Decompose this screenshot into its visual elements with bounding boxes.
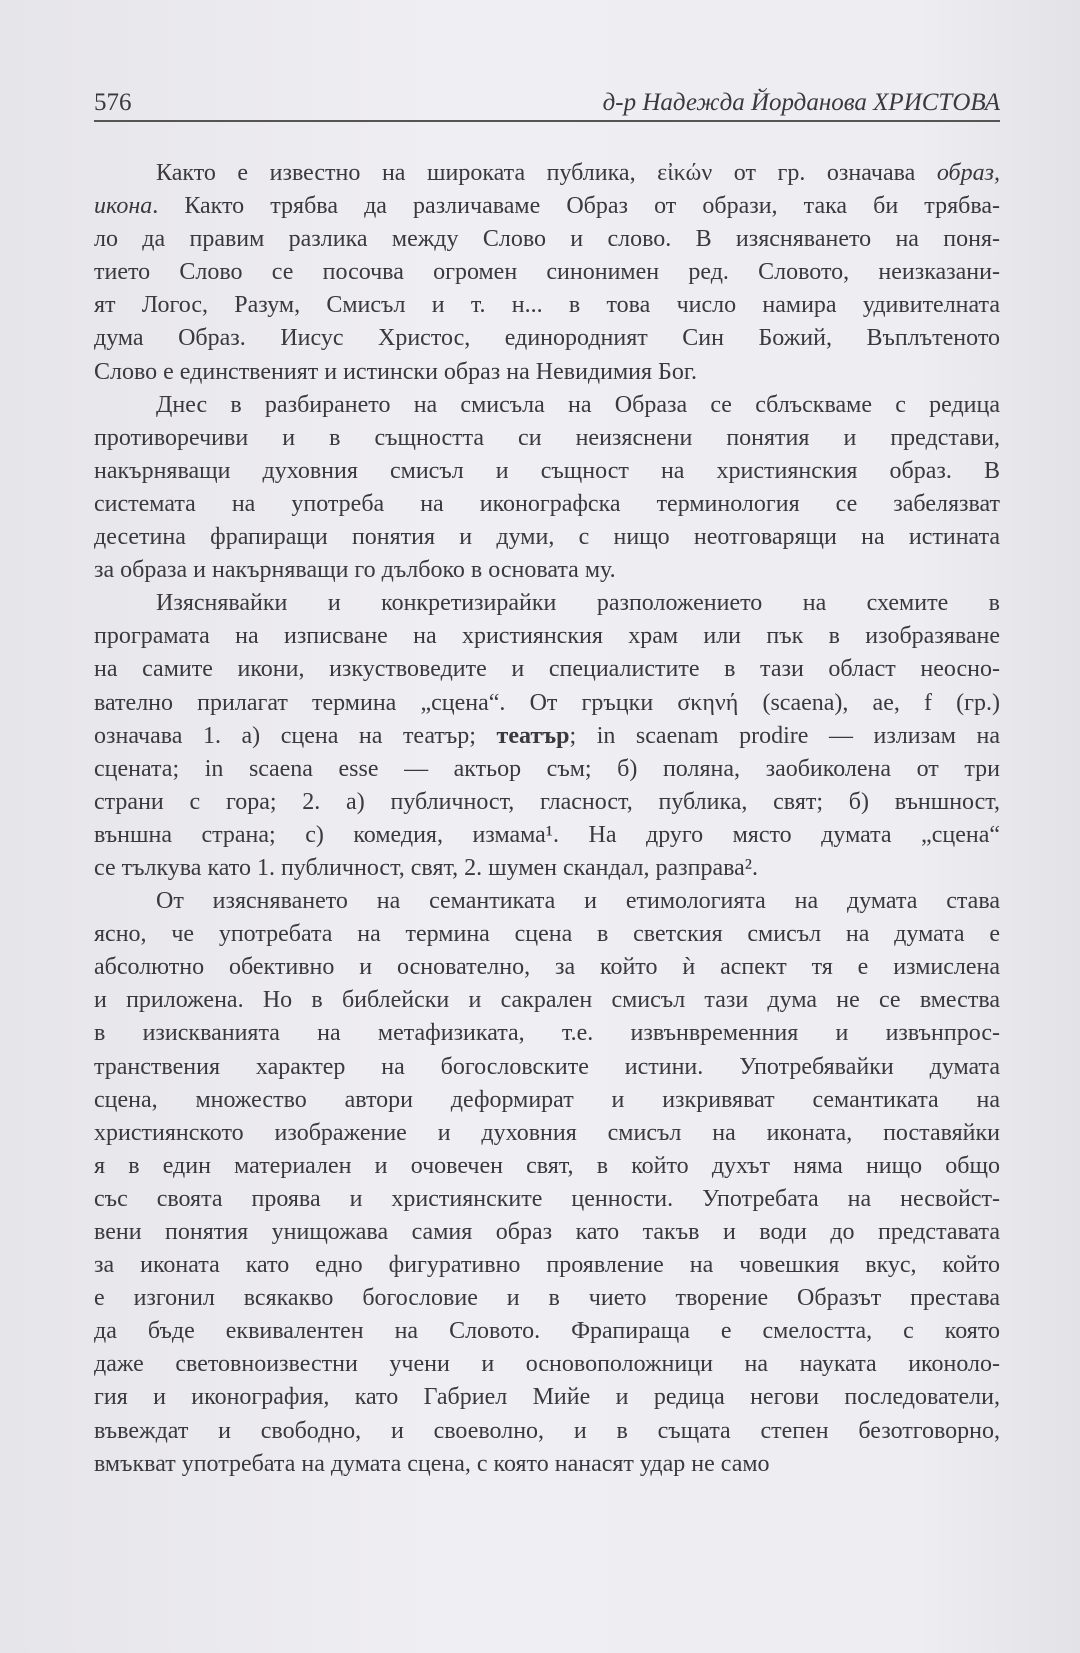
text-line: дума Образ. Иисус Христос, единородният Син Божий, Въплътеното [94,325,1000,352]
text-line: системата на употреба на иконографска терминология се забелязват [94,490,1000,517]
text-line: Слово е единственият и истински образ на Невидимия Бог. [94,358,697,385]
text-line: външна страна; с) комедия, измама¹. На друго място думата „сцена“ [94,821,1000,848]
text-line: ят Логос, Разум, Смисъл и т. н... в това число намира удивителната [94,292,1000,319]
text-line: да бъде еквивалентен на Словото. Фрапираща е смелостта, с която [94,1318,1000,1345]
text-line: транствения характер на богословските истини. Употребявайки думата [94,1053,1000,1080]
page-header [94,86,1000,122]
text-line: и приложена. Но в библейски и сакрален смисъл тази дума не се вмества [94,987,1000,1014]
text-line: е изгонил всякакво богословие и в чието творение Образът престава [94,1285,1000,1312]
text-line: накърняващи духовния смисъл и същност на християнския образ. В [94,457,1000,484]
text-line: вателно прилагат термина „сцена“. От гръцки σκηνή (scaena), ae, f (гр.) [94,689,1000,716]
paragraph [94,389,1000,588]
text-line: абсолютно обективно и основателно, за който ѝ аспект тя е измислена [94,954,1000,981]
text-line: на самите икони, изкуствоведите и специалистите в тази област неосно- [94,656,1000,683]
paragraph [94,885,1000,1481]
text-line: я в един материален и очовечен свят, в който духът няма нищо общо [94,1152,1000,1179]
text-line: означава 1. а) сцена на театър; театър; in scaenam prodire — излизам на [94,722,1001,749]
running-title: д-р Надежда Йорданова ХРИСТОВА [602,89,1000,116]
text-line: сцена, множество автори деформират и изкривяват семантиката на [94,1086,1000,1113]
text-line: се тълкува като 1. публичност, свят, 2. шумен скандал, разправа². [94,854,758,881]
text-line: програмата на изписване на християнския храм или пък в изобразяване [94,623,1000,650]
text-line: ло да правим разлика между Слово и слово. В изясняването на поня- [94,226,1000,253]
text-line: От изясняването на семантиката и етимологията на думата става [156,888,1000,915]
text-line: гия и иконография, като Габриел Мийе и редица негови последователи, [94,1384,1000,1411]
text-line: въвеждат и свободно, и своеволно, и в същата степен безотговорно, [94,1417,1000,1444]
text-line: даже световноизвестни учени и основоположници на науката иконоло- [94,1351,1000,1378]
text-line: вени понятия унищожава самия образ като такъв и води до представата [94,1219,1000,1245]
text-line: сцената; in scaena esse — актьор съм; б) поляна, заобиколена от три [94,755,1000,782]
text-line: християнското изображение и духовния смисъл на иконата, поставяйки [94,1119,1000,1146]
text-line: със своята проява и християнските ценности. Употребата на несвойст- [94,1185,1000,1212]
body-text [94,157,1000,1481]
text-line: в изискванията на метафизиката, т.е. извънвременния и извънпрос- [94,1020,1000,1047]
text-line: Както е известно на широката публика, εἰκών от гр. означава образ, [156,160,1000,186]
text-line: десетина фрапиращи понятия и думи, с нищо неотговарящи на истината [94,524,1000,551]
text-line: Изяснявайки и конкретизирайки разположението на схемите в [156,590,1000,617]
text-line: за иконата като едно фигуративно проявление на човешкия вкус, който [94,1252,1000,1279]
text-line: Днес в разбирането на смисъла на Образа се сблъскваме с редица [156,391,1000,418]
paragraph [94,587,1000,885]
text-line: противоречиви и в същността си неизяснени понятия и представи, [94,424,1000,451]
page-number: 576 [94,89,132,116]
text-line: за образа и накърняващи го дълбоко в основата му. [94,557,616,584]
text-line: икона. Както трябва да различаваме Образ от образи, така би трябва- [94,193,1000,220]
text-line: тието Слово се посочва огромен синонимен ред. Словото, неизказани- [94,259,1000,286]
text-line: страни с гора; 2. а) публичност, гласност, публика, свят; б) външност, [94,788,1000,815]
text-line: вмъкват употребата на думата сцена, с която нанасят удар не само [94,1450,770,1477]
paragraph [94,157,1000,389]
text-line: ясно, че употребата на термина сцена в светския смисъл на думата е [94,921,1000,948]
